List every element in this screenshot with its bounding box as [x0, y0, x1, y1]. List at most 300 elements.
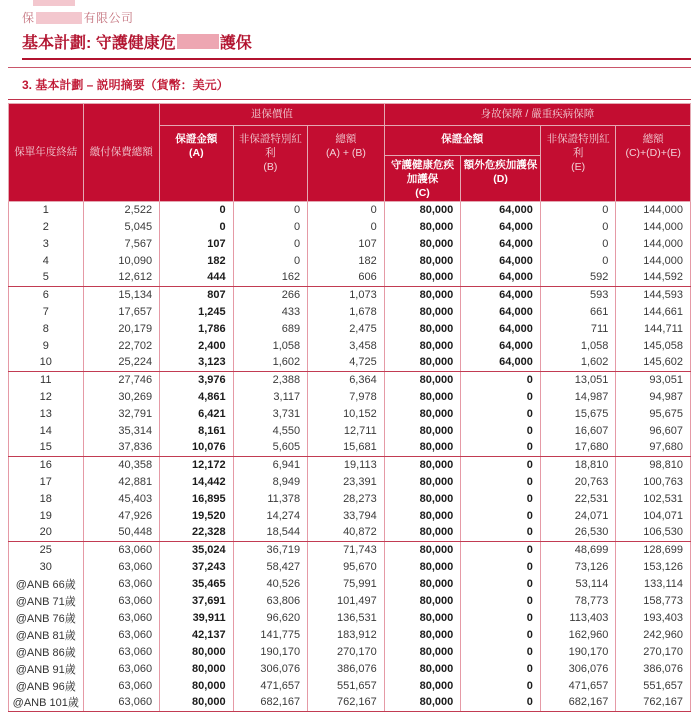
cell-total-premiums: 63,060	[83, 643, 160, 660]
cell-total-ab: 6,364	[308, 371, 385, 388]
horizontal-rule	[8, 67, 691, 68]
table-header	[9, 104, 691, 202]
table-row	[9, 660, 691, 677]
cell-rider-c: 80,000	[384, 201, 461, 218]
header-nonguaranteed-bonus-e-label: 非保證特別紅利	[546, 133, 610, 160]
cell-guaranteed-a: 35,465	[160, 575, 234, 592]
table-row	[9, 388, 691, 405]
cell-rider-c: 80,000	[384, 337, 461, 354]
cell-total-ab: 19,113	[308, 456, 385, 473]
cell-rider-c: 80,000	[384, 609, 461, 626]
table-row	[9, 677, 691, 694]
cell-nonguaranteed-e: 14,987	[540, 388, 616, 405]
cell-guaranteed-a: 42,137	[160, 626, 234, 643]
cell-rider-d: 0	[461, 507, 541, 524]
cell-nonguaranteed-e: 48,699	[540, 541, 616, 558]
cell-total-cde: 144,000	[616, 218, 691, 235]
cell-rider-d: 0	[461, 609, 541, 626]
cell-nonguaranteed-b: 689	[233, 320, 308, 337]
cell-rider-c: 80,000	[384, 660, 461, 677]
table-row	[9, 541, 691, 558]
cell-rider-d: 0	[461, 371, 541, 388]
cell-rider-d: 64,000	[461, 201, 541, 218]
cell-nonguaranteed-b: 96,620	[233, 609, 308, 626]
cell-nonguaranteed-e: 17,680	[540, 439, 616, 456]
cell-policy-year: @ANB 66歲	[9, 575, 84, 592]
header-rider-d-label: 額外危疾加護保	[463, 159, 538, 171]
header-nonguaranteed-bonus-b-sub: (B)	[263, 161, 278, 174]
cell-nonguaranteed-e: 306,076	[540, 660, 616, 677]
header-total-ab-label: 總額	[335, 133, 357, 145]
cell-guaranteed-a: 0	[160, 218, 234, 235]
cell-guaranteed-a: 80,000	[160, 677, 234, 694]
cell-total-premiums: 63,060	[83, 677, 160, 694]
cell-total-ab: 1,678	[308, 303, 385, 320]
table-row	[9, 354, 691, 371]
table-row	[9, 371, 691, 388]
cell-total-cde: 102,531	[616, 490, 691, 507]
plan-title-prefix: 基本計劃: 守護健康危	[22, 35, 176, 52]
cell-total-premiums: 63,060	[83, 660, 160, 677]
cell-rider-d: 0	[461, 473, 541, 490]
cell-guaranteed-a: 3,123	[160, 354, 234, 371]
cell-policy-year: 10	[9, 354, 84, 371]
cell-total-ab: 136,531	[308, 609, 385, 626]
cell-rider-c: 80,000	[384, 439, 461, 456]
cell-total-ab: 71,743	[308, 541, 385, 558]
header-total-cde-label: 總額	[642, 133, 664, 145]
cell-rider-d: 0	[461, 541, 541, 558]
cell-guaranteed-a: 37,691	[160, 592, 234, 609]
cell-rider-c: 80,000	[384, 371, 461, 388]
cell-total-cde: 144,661	[616, 303, 691, 320]
cell-nonguaranteed-e: 0	[540, 252, 616, 269]
cell-nonguaranteed-b: 162	[233, 269, 308, 286]
table-row	[9, 269, 691, 286]
cell-total-premiums: 5,045	[83, 218, 160, 235]
cell-total-cde: 144,000	[616, 235, 691, 252]
cell-nonguaranteed-e: 13,051	[540, 371, 616, 388]
cell-total-cde: 551,657	[616, 677, 691, 694]
cell-guaranteed-a: 16,895	[160, 490, 234, 507]
cell-rider-d: 0	[461, 439, 541, 456]
cell-guaranteed-a: 80,000	[160, 643, 234, 660]
cell-total-cde: 144,000	[616, 252, 691, 269]
cell-total-cde: 144,592	[616, 269, 691, 286]
cell-total-ab: 0	[308, 201, 385, 218]
cell-guaranteed-a: 4,861	[160, 388, 234, 405]
table-row	[9, 235, 691, 252]
cell-policy-year: 15	[9, 439, 84, 456]
table-row	[9, 473, 691, 490]
cell-guaranteed-a: 2,400	[160, 337, 234, 354]
cell-nonguaranteed-e: 24,071	[540, 507, 616, 524]
cell-nonguaranteed-e: 53,114	[540, 575, 616, 592]
cell-total-ab: 10,152	[308, 405, 385, 422]
cell-total-cde: 193,403	[616, 609, 691, 626]
cell-policy-year: 30	[9, 558, 84, 575]
table-row	[9, 643, 691, 660]
cell-total-cde: 242,960	[616, 626, 691, 643]
cell-total-premiums: 63,060	[83, 575, 160, 592]
header-group-surrender-value: 退保價值	[160, 104, 385, 126]
cell-nonguaranteed-b: 36,719	[233, 541, 308, 558]
cell-total-ab: 12,711	[308, 422, 385, 439]
cell-nonguaranteed-e: 18,810	[540, 456, 616, 473]
cell-policy-year: 17	[9, 473, 84, 490]
cell-nonguaranteed-b: 4,550	[233, 422, 308, 439]
cell-nonguaranteed-b: 58,427	[233, 558, 308, 575]
cell-rider-d: 64,000	[461, 235, 541, 252]
cell-policy-year: 14	[9, 422, 84, 439]
benefit-illustration-table	[8, 103, 691, 712]
cell-total-premiums: 50,448	[83, 524, 160, 541]
cell-rider-d: 0	[461, 626, 541, 643]
cell-total-cde: 93,051	[616, 371, 691, 388]
cell-nonguaranteed-b: 5,605	[233, 439, 308, 456]
header-nonguaranteed-bonus-e	[540, 126, 616, 202]
cell-nonguaranteed-e: 471,657	[540, 677, 616, 694]
header-nonguaranteed-bonus-b-label: 非保證特別紅利	[238, 133, 302, 160]
cell-nonguaranteed-b: 63,806	[233, 592, 308, 609]
cell-rider-c: 80,000	[384, 303, 461, 320]
cell-total-premiums: 2,522	[83, 201, 160, 218]
cell-rider-c: 80,000	[384, 218, 461, 235]
cell-nonguaranteed-e: 26,530	[540, 524, 616, 541]
cell-total-ab: 606	[308, 269, 385, 286]
cell-policy-year: 13	[9, 405, 84, 422]
cell-guaranteed-a: 37,243	[160, 558, 234, 575]
cell-nonguaranteed-b: 0	[233, 252, 308, 269]
cell-total-premiums: 42,881	[83, 473, 160, 490]
cell-guaranteed-a: 3,976	[160, 371, 234, 388]
cell-policy-year: 16	[9, 456, 84, 473]
cell-guaranteed-a: 0	[160, 201, 234, 218]
cell-nonguaranteed-e: 593	[540, 286, 616, 303]
cell-policy-year: @ANB 86歲	[9, 643, 84, 660]
cell-nonguaranteed-b: 306,076	[233, 660, 308, 677]
cell-total-premiums: 32,791	[83, 405, 160, 422]
cell-policy-year: 12	[9, 388, 84, 405]
cell-policy-year: 4	[9, 252, 84, 269]
cell-rider-d: 0	[461, 490, 541, 507]
table-body	[9, 201, 691, 711]
table-row	[9, 694, 691, 711]
cell-nonguaranteed-e: 162,960	[540, 626, 616, 643]
cell-policy-year: @ANB 71歲	[9, 592, 84, 609]
cell-policy-year: 3	[9, 235, 84, 252]
cell-rider-d: 0	[461, 456, 541, 473]
header-total-premiums: 繳付保費總額	[83, 104, 160, 202]
header-guaranteed-amount-a	[160, 126, 234, 202]
cell-nonguaranteed-b: 1,602	[233, 354, 308, 371]
cell-rider-d: 64,000	[461, 354, 541, 371]
cell-nonguaranteed-e: 15,675	[540, 405, 616, 422]
cell-rider-c: 80,000	[384, 677, 461, 694]
cell-rider-c: 80,000	[384, 422, 461, 439]
cell-nonguaranteed-b: 0	[233, 235, 308, 252]
cell-total-premiums: 63,060	[83, 694, 160, 711]
table-row	[9, 320, 691, 337]
table-row	[9, 609, 691, 626]
cell-total-cde: 98,810	[616, 456, 691, 473]
cell-guaranteed-a: 80,000	[160, 660, 234, 677]
cell-total-premiums: 35,314	[83, 422, 160, 439]
cell-total-ab: 15,681	[308, 439, 385, 456]
cell-total-ab: 183,912	[308, 626, 385, 643]
cell-nonguaranteed-e: 661	[540, 303, 616, 320]
cell-policy-year: 2	[9, 218, 84, 235]
table-row	[9, 439, 691, 456]
cell-rider-d: 0	[461, 660, 541, 677]
cell-rider-c: 80,000	[384, 235, 461, 252]
cell-total-ab: 7,978	[308, 388, 385, 405]
cell-nonguaranteed-b: 6,941	[233, 456, 308, 473]
cell-nonguaranteed-b: 471,657	[233, 677, 308, 694]
cell-total-ab: 28,273	[308, 490, 385, 507]
cell-total-cde: 145,058	[616, 337, 691, 354]
header-rider-c-label: 守護健康危疾加護保	[390, 159, 454, 186]
cell-total-cde: 104,071	[616, 507, 691, 524]
cell-nonguaranteed-e: 1,058	[540, 337, 616, 354]
table-row	[9, 456, 691, 473]
cell-rider-d: 0	[461, 524, 541, 541]
table-row	[9, 201, 691, 218]
cell-nonguaranteed-e: 1,602	[540, 354, 616, 371]
cell-total-ab: 107	[308, 235, 385, 252]
table-row	[9, 626, 691, 643]
table-row	[9, 218, 691, 235]
cell-total-ab: 2,475	[308, 320, 385, 337]
cell-rider-d: 64,000	[461, 320, 541, 337]
cell-nonguaranteed-e: 592	[540, 269, 616, 286]
cell-total-cde: 96,607	[616, 422, 691, 439]
header-policy-year: 保單年度終結	[9, 104, 84, 202]
cell-nonguaranteed-b: 141,775	[233, 626, 308, 643]
cell-nonguaranteed-e: 113,403	[540, 609, 616, 626]
cell-policy-year: 6	[9, 286, 84, 303]
cell-rider-c: 80,000	[384, 473, 461, 490]
cell-total-premiums: 25,224	[83, 354, 160, 371]
cell-total-premiums: 7,567	[83, 235, 160, 252]
cell-total-cde: 95,675	[616, 405, 691, 422]
cell-total-premiums: 12,612	[83, 269, 160, 286]
redaction-block-plan-title	[177, 34, 219, 49]
cell-guaranteed-a: 107	[160, 235, 234, 252]
cell-total-cde: 133,114	[616, 575, 691, 592]
cell-total-premiums: 15,134	[83, 286, 160, 303]
header-guaranteed-amount-a-label: 保證金額	[175, 133, 218, 145]
cell-total-premiums: 45,403	[83, 490, 160, 507]
cell-total-ab: 40,872	[308, 524, 385, 541]
cell-total-premiums: 47,926	[83, 507, 160, 524]
cell-guaranteed-a: 80,000	[160, 694, 234, 711]
cell-nonguaranteed-b: 1,058	[233, 337, 308, 354]
cell-guaranteed-a: 10,076	[160, 439, 234, 456]
table-row	[9, 405, 691, 422]
cell-policy-year: @ANB 81歲	[9, 626, 84, 643]
cell-policy-year: 25	[9, 541, 84, 558]
cell-rider-c: 80,000	[384, 252, 461, 269]
cell-rider-c: 80,000	[384, 507, 461, 524]
cell-rider-c: 80,000	[384, 575, 461, 592]
redaction-block-company	[36, 12, 82, 24]
cell-nonguaranteed-e: 711	[540, 320, 616, 337]
cell-total-premiums: 37,836	[83, 439, 160, 456]
cell-nonguaranteed-e: 190,170	[540, 643, 616, 660]
cell-total-cde: 144,593	[616, 286, 691, 303]
cell-total-ab: 551,657	[308, 677, 385, 694]
cell-rider-c: 80,000	[384, 388, 461, 405]
cell-total-ab: 762,167	[308, 694, 385, 711]
header-guaranteed-amount-cd: 保證金額	[384, 126, 540, 156]
cell-total-premiums: 20,179	[83, 320, 160, 337]
cell-total-premiums: 63,060	[83, 541, 160, 558]
plan-title	[22, 30, 691, 60]
cell-rider-c: 80,000	[384, 354, 461, 371]
cell-rider-c: 80,000	[384, 320, 461, 337]
cell-total-ab: 95,670	[308, 558, 385, 575]
company-name-prefix: 保	[22, 11, 35, 25]
cell-nonguaranteed-b: 14,274	[233, 507, 308, 524]
header-rider-d-sub: (D)	[493, 173, 508, 186]
cell-total-premiums: 63,060	[83, 609, 160, 626]
cell-total-ab: 3,458	[308, 337, 385, 354]
cell-rider-c: 80,000	[384, 558, 461, 575]
cell-nonguaranteed-b: 433	[233, 303, 308, 320]
cell-rider-d: 64,000	[461, 337, 541, 354]
cell-total-ab: 0	[308, 218, 385, 235]
header-rider-c-sub: (C)	[415, 187, 430, 200]
cell-total-cde: 145,602	[616, 354, 691, 371]
cell-guaranteed-a: 1,786	[160, 320, 234, 337]
cell-total-cde: 153,126	[616, 558, 691, 575]
cell-rider-c: 80,000	[384, 694, 461, 711]
cell-policy-year: 19	[9, 507, 84, 524]
cell-nonguaranteed-e: 16,607	[540, 422, 616, 439]
cell-nonguaranteed-e: 22,531	[540, 490, 616, 507]
table-row	[9, 592, 691, 609]
header-rider-c	[384, 156, 461, 202]
cell-rider-d: 0	[461, 422, 541, 439]
table-row	[9, 490, 691, 507]
cell-total-ab: 23,391	[308, 473, 385, 490]
cell-guaranteed-a: 1,245	[160, 303, 234, 320]
cell-rider-d: 64,000	[461, 252, 541, 269]
cell-nonguaranteed-b: 40,526	[233, 575, 308, 592]
cell-total-premiums: 17,657	[83, 303, 160, 320]
cell-total-cde: 106,530	[616, 524, 691, 541]
cell-rider-c: 80,000	[384, 643, 461, 660]
cell-nonguaranteed-e: 0	[540, 201, 616, 218]
cell-total-premiums: 30,269	[83, 388, 160, 405]
cell-total-ab: 1,073	[308, 286, 385, 303]
cell-nonguaranteed-e: 682,167	[540, 694, 616, 711]
cell-total-cde: 100,763	[616, 473, 691, 490]
cell-guaranteed-a: 19,520	[160, 507, 234, 524]
cell-rider-c: 80,000	[384, 405, 461, 422]
cell-rider-d: 64,000	[461, 303, 541, 320]
cell-nonguaranteed-b: 682,167	[233, 694, 308, 711]
header-rider-d	[461, 156, 541, 202]
cell-rider-d: 0	[461, 592, 541, 609]
cell-nonguaranteed-b: 190,170	[233, 643, 308, 660]
cell-rider-d: 0	[461, 694, 541, 711]
header-total-ab-sub: (A) + (B)	[325, 147, 366, 160]
cell-total-cde: 762,167	[616, 694, 691, 711]
cell-total-ab: 386,076	[308, 660, 385, 677]
cell-guaranteed-a: 12,172	[160, 456, 234, 473]
cell-nonguaranteed-e: 78,773	[540, 592, 616, 609]
cell-total-premiums: 10,090	[83, 252, 160, 269]
cell-total-premiums: 27,746	[83, 371, 160, 388]
cell-policy-year: 9	[9, 337, 84, 354]
cell-nonguaranteed-b: 2,388	[233, 371, 308, 388]
cell-policy-year: @ANB 101歲	[9, 694, 84, 711]
cell-total-premiums: 63,060	[83, 592, 160, 609]
cell-total-cde: 144,711	[616, 320, 691, 337]
table-row	[9, 337, 691, 354]
cell-policy-year: 5	[9, 269, 84, 286]
cell-total-ab: 33,794	[308, 507, 385, 524]
cell-guaranteed-a: 39,911	[160, 609, 234, 626]
cell-policy-year: 1	[9, 201, 84, 218]
plan-title-suffix: 護保	[219, 35, 252, 52]
cell-total-cde: 270,170	[616, 643, 691, 660]
cell-total-cde: 158,773	[616, 592, 691, 609]
cell-policy-year: 8	[9, 320, 84, 337]
cell-rider-c: 80,000	[384, 490, 461, 507]
cell-rider-d: 0	[461, 558, 541, 575]
cell-total-cde: 386,076	[616, 660, 691, 677]
company-name-line	[22, 9, 134, 26]
cell-policy-year: 20	[9, 524, 84, 541]
cell-total-premiums: 22,702	[83, 337, 160, 354]
table-row	[9, 303, 691, 320]
cell-rider-c: 80,000	[384, 524, 461, 541]
cell-total-ab: 4,725	[308, 354, 385, 371]
table-row	[9, 524, 691, 541]
cell-nonguaranteed-b: 0	[233, 201, 308, 218]
cell-policy-year: @ANB 96歲	[9, 677, 84, 694]
cell-guaranteed-a: 444	[160, 269, 234, 286]
cell-total-premiums: 63,060	[83, 626, 160, 643]
cell-total-premiums: 63,060	[83, 558, 160, 575]
cell-guaranteed-a: 35,024	[160, 541, 234, 558]
redaction-block-top	[33, 0, 75, 6]
cell-total-ab: 182	[308, 252, 385, 269]
cell-nonguaranteed-b: 0	[233, 218, 308, 235]
table-row	[9, 558, 691, 575]
cell-total-ab: 270,170	[308, 643, 385, 660]
cell-nonguaranteed-b: 11,378	[233, 490, 308, 507]
cell-policy-year: 11	[9, 371, 84, 388]
cell-policy-year: @ANB 76歲	[9, 609, 84, 626]
table-row	[9, 575, 691, 592]
header-total-cde	[616, 126, 691, 202]
cell-nonguaranteed-e: 20,763	[540, 473, 616, 490]
cell-nonguaranteed-e: 0	[540, 218, 616, 235]
cell-nonguaranteed-e: 0	[540, 235, 616, 252]
table-row	[9, 252, 691, 269]
cell-rider-d: 0	[461, 643, 541, 660]
cell-rider-d: 64,000	[461, 286, 541, 303]
cell-policy-year: @ANB 91歲	[9, 660, 84, 677]
cell-rider-c: 80,000	[384, 269, 461, 286]
cell-policy-year: 18	[9, 490, 84, 507]
cell-total-ab: 101,497	[308, 592, 385, 609]
cell-rider-d: 0	[461, 388, 541, 405]
